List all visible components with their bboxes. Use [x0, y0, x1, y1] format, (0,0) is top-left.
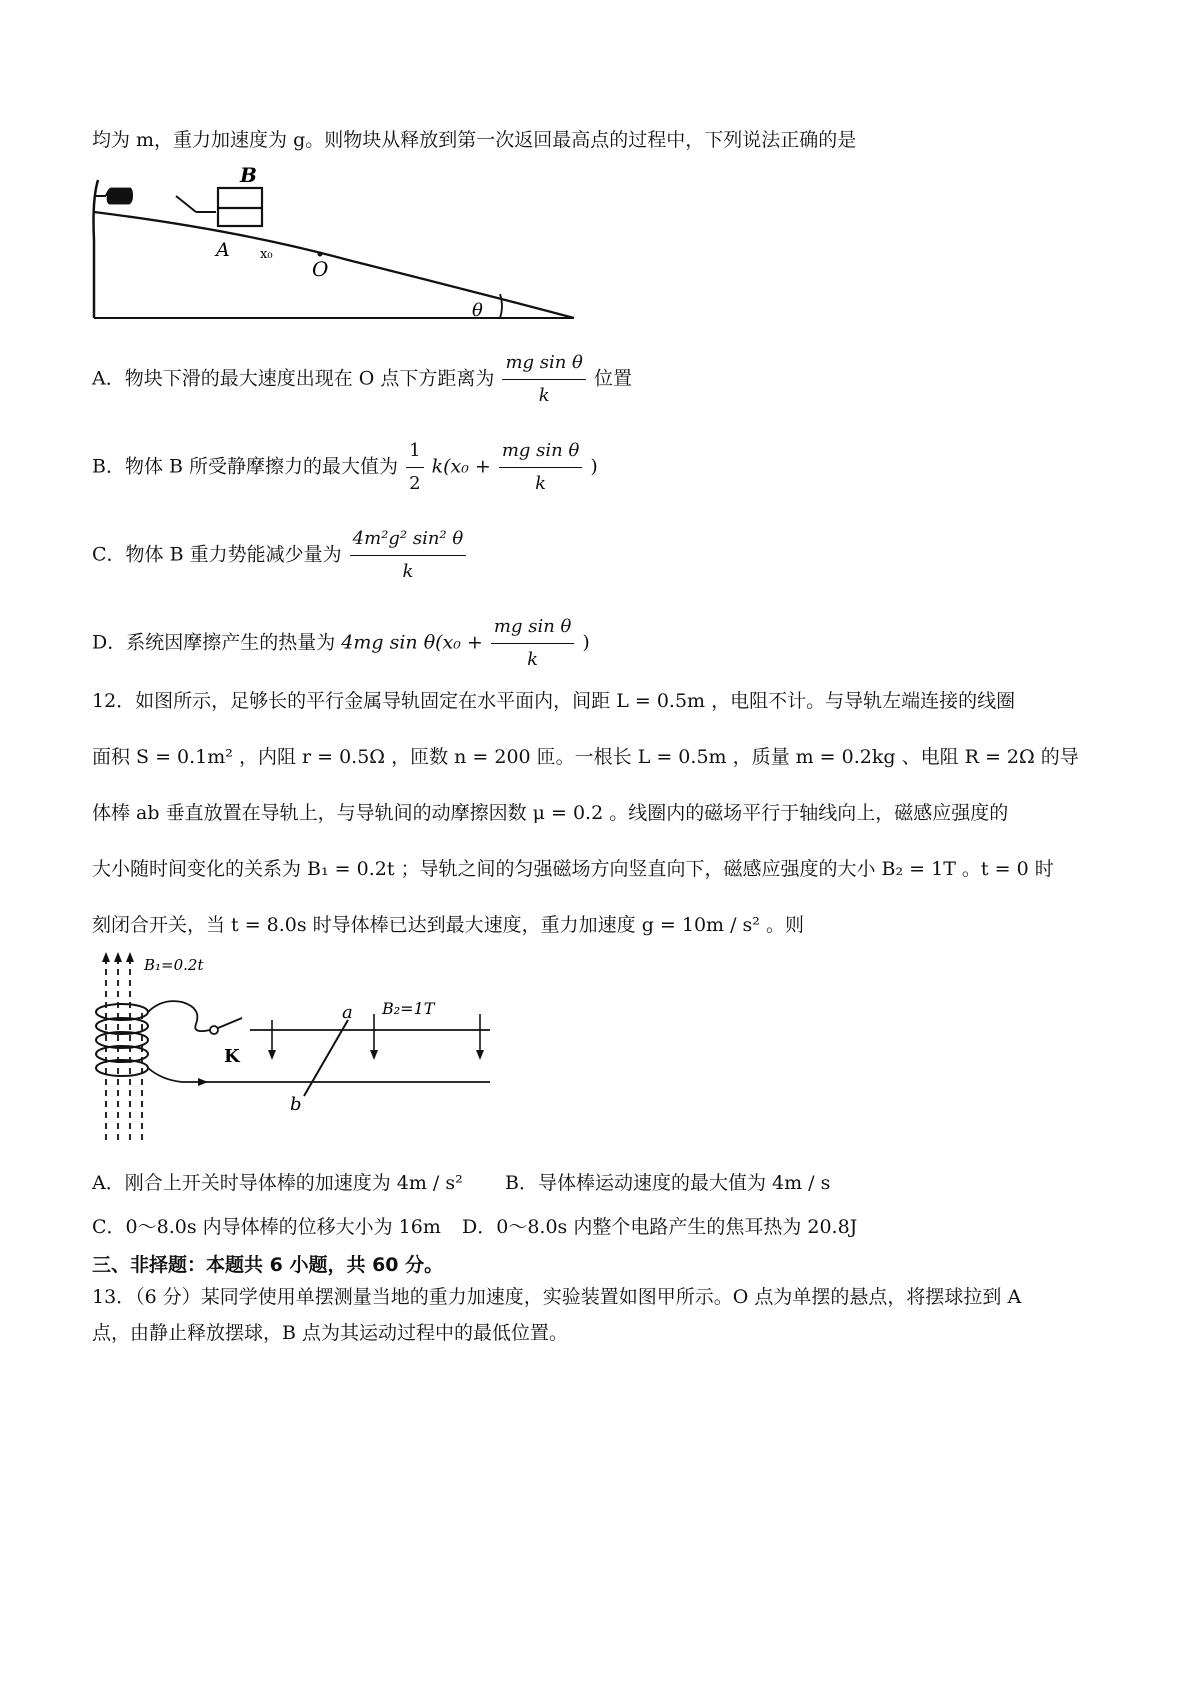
block-AB [218, 188, 262, 226]
q11-option-d: D．系统因摩擦产生的热量为 4mg sin θ(x₀ + $\frac{\text{mg sin θ}}{k}$ ) [92, 616, 590, 670]
q12-option-b: B．导体棒运动速度的最大值为 4m / s [505, 1172, 831, 1194]
label-B: B [240, 163, 257, 187]
intro-line: 均为 m，重力加速度为 g。则物块从释放到第一次返回最高点的过程中，下列说法正确的是 [92, 129, 857, 151]
q12-option-d: D．0～8.0s 内整个电路产生的焦耳热为 20.8J [462, 1216, 858, 1238]
rod-ab [304, 1020, 348, 1096]
coil-icon [96, 1004, 148, 1076]
incline-figure [88, 160, 588, 330]
rail-figure [92, 950, 512, 1150]
label-B2: B₂=1T [382, 999, 435, 1018]
switch-icon [210, 1026, 218, 1034]
label-a: a [342, 1002, 353, 1023]
q12-line-3: 体棒 ab 垂直放置在导轨上，与导轨间的动摩擦因数 μ = 0.2 。线圈内的磁场平行于轴线向上，磁感应强度的 [92, 802, 1009, 824]
q12-line-5: 刻闭合开关，当 t = 8.0s 时导体棒已达到最大速度，重力加速度 g = 10m / s² 。则 [92, 914, 804, 936]
label-x0: x₀ [260, 247, 273, 262]
label-K: K [224, 1046, 240, 1067]
label-theta: θ [472, 300, 483, 321]
label-b: b [290, 1094, 302, 1115]
arrow-up-icon [102, 952, 134, 962]
section-heading: 三、非择题：本题共 6 小题，共 60 分。 [92, 1254, 444, 1276]
q12-option-c: C．0～8.0s 内导体棒的位移大小为 16m [92, 1216, 441, 1238]
label-A: A [216, 239, 230, 261]
q12-line-2: 面积 S = 0.1m² ，内阻 r = 0.5Ω ，匝数 n = 200 匝。一根长 L = 0.5m ，质量 m = 0.2kg 、电阻 R = 2Ω 的导 [92, 746, 1079, 768]
q13-line-1: 13．（6 分）某同学使用单摆测量当地的重力加速度，实验装置如图甲所示。O 点为单摆的悬点，将摆球拉到 A [92, 1286, 1022, 1308]
field-lines [106, 960, 142, 1140]
spring-icon [96, 189, 216, 213]
arrow-down-icon [272, 1014, 480, 1054]
q11-option-b: B．物体 B 所受静摩擦力的最大值为 $\frac{1}{2}$ k(x₀ + $\frac{\text{mg sin θ}}{k}$ ) [92, 440, 598, 494]
label-B1: B₁=0.2t [144, 956, 204, 974]
label-O: O [312, 257, 329, 281]
q12-line-1: 12．如图所示，足够长的平行金属导轨固定在水平面内，间距 L = 0.5m ，电阻不计。与导轨左端连接的线圈 [92, 690, 1016, 712]
q13-line-2: 点，由静止释放摆球，B 点为其运动过程中的最低位置。 [92, 1322, 569, 1344]
q11-option-a: A．物块下滑的最大速度出现在 O 点下方距离为 $\frac{\text{mg sin θ}}{k}$ 位置 [92, 352, 632, 406]
q11-option-c: C．物体 B 重力势能减少量为 $\frac{\text{4m²g² sin² θ}}{k}$ [92, 526, 468, 585]
q12-option-a: A．刚合上开关时导体棒的加速度为 4m / s² [92, 1172, 463, 1194]
q12-line-4: 大小随时间变化的关系为 B₁ = 0.2t ；导轨之间的匀强磁场方向竖直向下，磁感应强度的大小 B₂ = 1T 。t = 0 时 [92, 858, 1054, 880]
